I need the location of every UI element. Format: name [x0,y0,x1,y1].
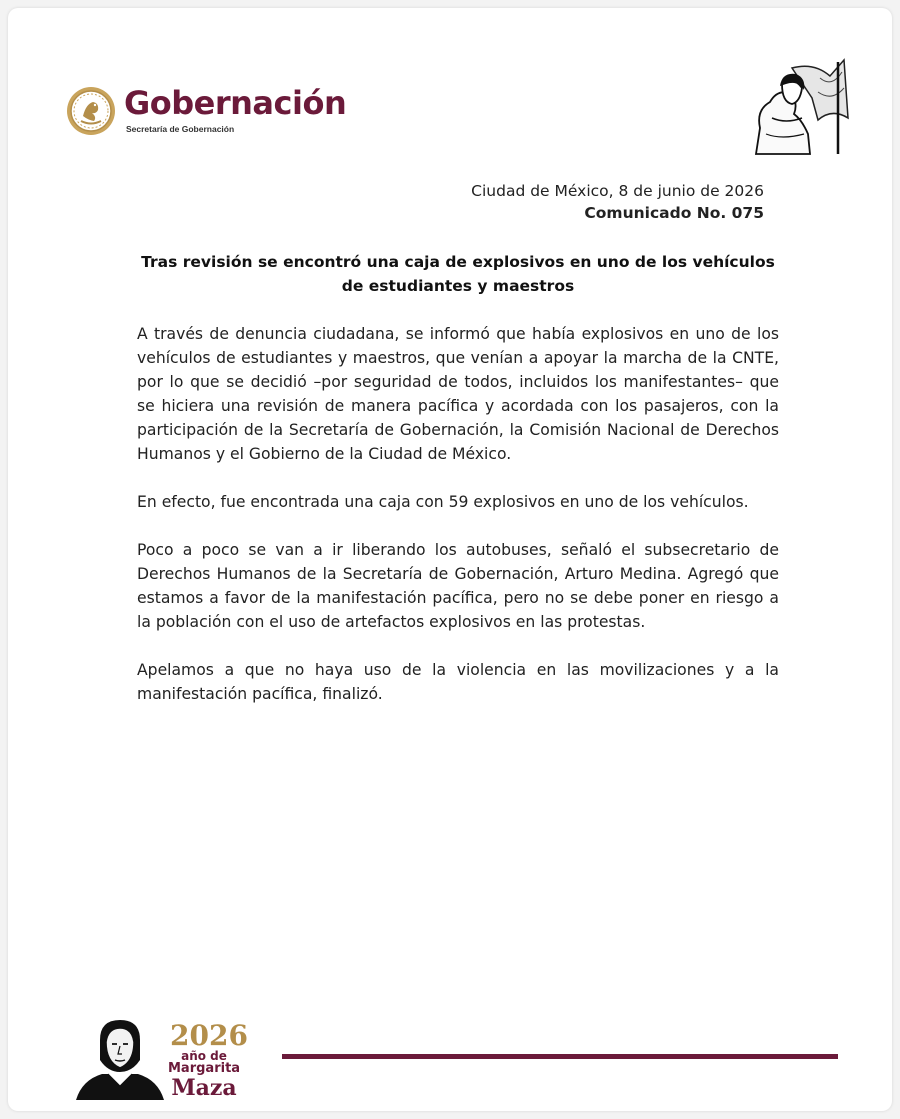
headline: Tras revisión se encontró una caja de explosivos en uno de los vehículos de estudiantes y maestros [141,253,775,295]
gobernacion-logo [66,84,366,140]
footer-year: 2026 [170,1019,248,1052]
dateline [471,180,764,224]
footer-divider [282,1054,838,1059]
logo-subtitle: Secretaría de Gobernación [126,124,235,134]
release-number: Comunicado No. 075 [584,204,764,222]
body-text [137,322,779,730]
document-page [8,8,892,1111]
paragraph-2: En efecto, fue encontrada una caja con 59 explosivos en uno de los vehículos. [137,493,749,511]
margarita-maza-portrait-icon [72,1016,168,1100]
logo-title: Gobernación [124,84,347,122]
footer-line-3: Maza [171,1075,237,1101]
mexico-eagle-seal-icon [66,86,116,136]
woman-with-flag-icon [752,58,850,156]
footer-line-2: Margarita [168,1061,241,1076]
footer-line-1: año de [181,1049,227,1063]
place-date: Ciudad de México, 8 de junio de 2026 [471,182,764,200]
paragraph-4: Apelamos a que no haya uso de la violencia en las movilizaciones y a la manifestación pacífica, finalizó. [137,661,779,703]
footer-motto [168,1050,240,1100]
paragraph-1: A través de denuncia ciudadana, se informó que había explosivos en uno de los vehículos de estudiantes y maestros, que venían a apoyar la marcha de la CNTE, por lo que se decidió –por seguridad de todos, incluidos los manifestantes– que se hiciera una revisión de manera pacífica y acordada con los pasajeros, con la participación de la Secretaría de Gobernación, la Comisión Nacional de Derechos Humanos y el Gobierno de la Ciudad de México. [137,325,779,463]
paragraph-3: Poco a poco se van a ir liberando los autobuses, señaló el subsecretario de Derechos Humanos de la Secretaría de Gobernación, Arturo Medina. Agregó que estamos a favor de la manifestación pacífica, pero no se debe poner en riesgo a la población con el uso de artefactos explosivos en las protestas. [137,541,779,631]
